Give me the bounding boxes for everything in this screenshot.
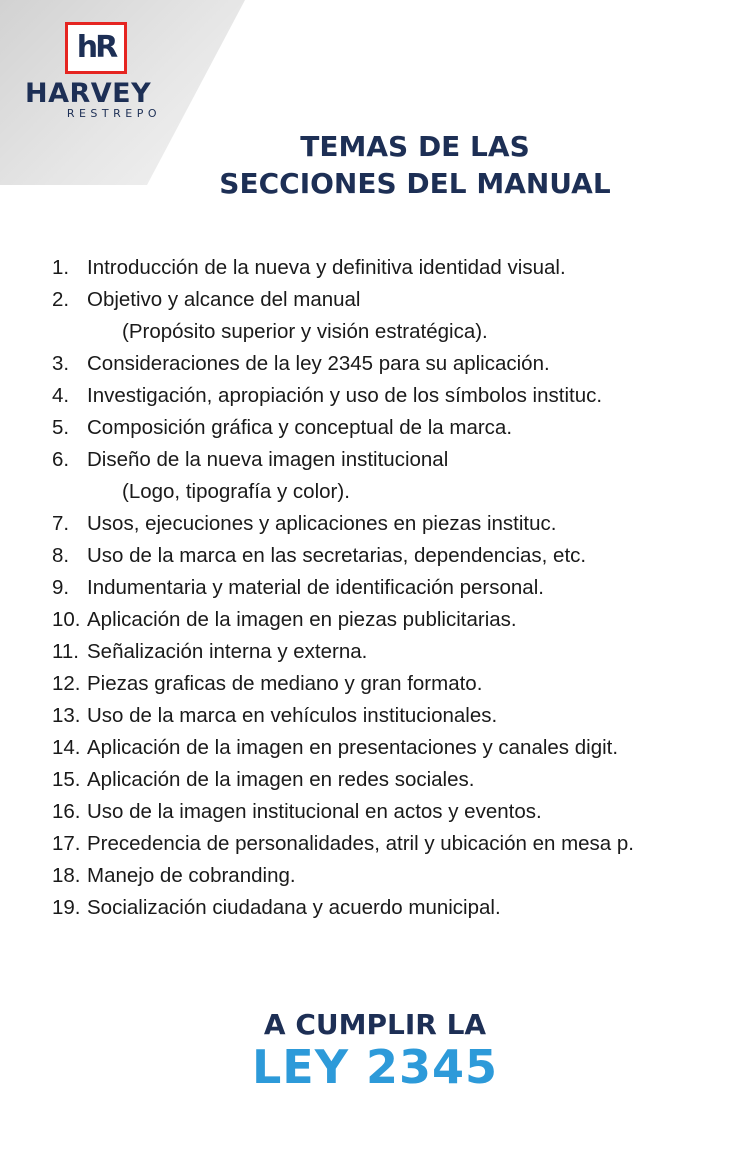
list-item [52,700,742,732]
topics-list [52,252,742,924]
list-item-text: Uso de la marca en las secretarias, dependencias, etc. [87,544,587,567]
page-title [160,128,670,202]
list-item [52,636,742,668]
list-item [52,668,742,700]
list-item [52,860,742,892]
list-item-number: 12. [52,672,81,695]
logo [25,22,165,119]
list-item-number: 6. [52,448,70,471]
list-item-subtext: (Propósito superior y visión estratégica). [122,320,488,343]
list-item-number: 2. [52,288,70,311]
list-item-number: 19. [52,896,81,919]
list-item-text: Aplicación de la imagen en redes sociales. [87,768,475,791]
list-item-text: Aplicación de la imagen en piezas publicitarias. [87,608,517,631]
list-item-text: Indumentaria y material de identificación personal. [87,576,544,599]
list-item [52,348,742,380]
list-item [52,796,742,828]
list-item [52,732,742,764]
list-item [52,764,742,796]
list-item-text: Objetivo y alcance del manual [87,288,361,311]
list-item [52,380,742,412]
list-item-number: 14. [52,736,81,759]
list-item-number: 15. [52,768,81,791]
list-item-text: Aplicación de la imagen en presentaciones y canales digit. [87,736,619,759]
list-item-text: Usos, ejecuciones y aplicaciones en piezas instituc. [87,512,557,535]
list-item [52,540,742,572]
list-item-number: 18. [52,864,81,887]
list-item-text: Composición gráfica y conceptual de la marca. [87,416,513,439]
list-item-text: Uso de la imagen institucional en actos y eventos. [87,800,542,823]
footer-line-2: LEY 2345 [251,1040,499,1094]
list-item [52,284,742,316]
logo-mark-text: hR [76,30,116,65]
list-item-number: 4. [52,384,70,407]
title-line-2: SECCIONES DEL MANUAL [219,167,611,200]
list-item-text: Manejo de cobranding. [87,864,296,887]
list-item-number: 5. [52,416,70,439]
logo-mark [65,22,127,74]
list-item-subtext: (Logo, tipografía y color). [122,480,350,503]
logo-name: HARVEY [25,78,152,109]
list-item-text: Introducción de la nueva y definitiva identidad visual. [87,256,566,279]
list-item [52,892,742,924]
list-item [52,604,742,636]
footer-line-1: A CUMPLIR LA [263,1008,487,1041]
title-line-1: TEMAS DE LAS [300,130,530,163]
list-item-number: 11. [52,640,79,663]
list-item-text: Diseño de la nueva imagen institucional [87,448,449,471]
list-item-number: 1. [52,256,70,279]
list-item-number: 10. [52,608,81,631]
list-item-number: 8. [52,544,70,567]
footer-slogan [0,1008,750,1092]
list-item-number: 9. [52,576,70,599]
list-item-text: Señalización interna y externa. [87,640,368,663]
list-item-number: 13. [52,704,81,727]
logo-subtitle: RESTREPO [66,107,161,120]
list-item-text: Consideraciones de la ley 2345 para su aplicación. [87,352,550,375]
list-item [52,412,742,444]
list-item-text: Piezas graficas de mediano y gran formato. [87,672,483,695]
list-item-number: 7. [52,512,70,535]
list-item [52,508,742,540]
list-item-number: 16. [52,800,81,823]
list-item [52,444,742,476]
list-item-number: 3. [52,352,70,375]
list-item-text: Investigación, apropiación y uso de los símbolos instituc. [87,384,603,407]
list-item-number: 17. [52,832,81,855]
list-item-text: Precedencia de personalidades, atril y ubicación en mesa p. [87,832,634,855]
list-item-text: Uso de la marca en vehículos institucionales. [87,704,498,727]
list-item-text: Socialización ciudadana y acuerdo municipal. [87,896,501,919]
list-item [52,572,742,604]
list-item [52,828,742,860]
list-item [52,252,742,284]
